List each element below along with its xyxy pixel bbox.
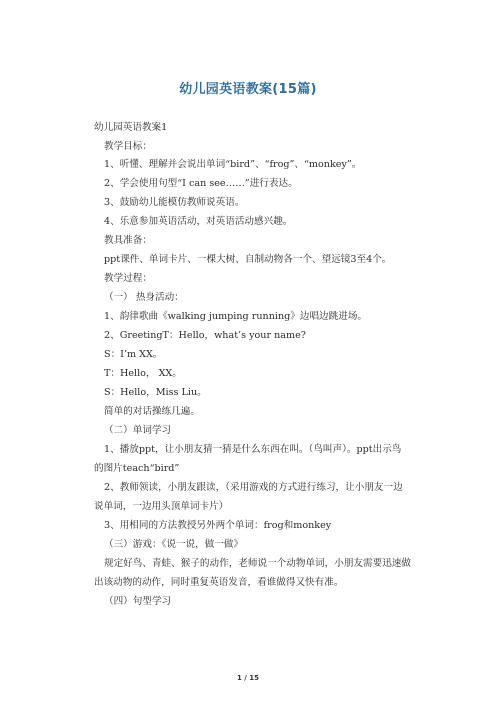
paragraph-line: 1、韵律歌曲《walking jumping running》边唱边跳进场。 xyxy=(104,311,368,322)
paragraph-line: 3、鼓励幼儿能模仿教师说英语。 xyxy=(104,197,245,208)
paragraph-line: 2、学会使用句型“I can see……”进行表达。 xyxy=(104,178,298,189)
paragraph-line: 2、教师领读，小朋友跟读，（采用游戏的方式进行练习，让小朋友一边 xyxy=(104,482,403,493)
paragraph-line: （四）句型学习 xyxy=(104,596,172,607)
document-title: 幼儿园英语教案(15篇) xyxy=(179,82,317,97)
paragraph-line: 3、用相同的方法教授另外两个单词：frog和monkey xyxy=(104,520,332,531)
paragraph-line: T：Hello， XX。 xyxy=(104,368,182,379)
section-heading: 幼儿园英语教案1 xyxy=(94,122,168,133)
paragraph-line: （一） 热身活动： xyxy=(104,292,184,303)
paragraph-line: 简单的对话操练几遍。 xyxy=(104,406,200,417)
paragraph-line: 的图片teach“bird” xyxy=(94,463,180,474)
paragraph-line: 1、听懂、理解并会说出单词“bird”、“frog”、“monkey”。 xyxy=(104,159,362,170)
paragraph-line: 1、播放ppt，让小朋友猜一猜是什么东西在叫。（鸟叫声）。ppt出示鸟 xyxy=(104,444,402,455)
paragraph-line: 规定好鸟、青蛙、猴子的动作，老师说一个动物单词，小朋友需要迅速做 xyxy=(104,558,411,569)
paragraph-line: S：Hello，Miss Liu。 xyxy=(104,387,207,398)
paragraph-line: ppt课件、单词卡片、一棵大树、自制动物各一个、望远镜3至4个。 xyxy=(104,254,392,265)
page-number: 1 / 15 xyxy=(236,674,260,682)
paragraph-line: 2、GreetingT：Hello，what’s your name? xyxy=(104,330,306,341)
paragraph-line: 教具准备： xyxy=(104,235,152,246)
paragraph-line: 4、乐意参加英语活动，对英语活动感兴趣。 xyxy=(104,216,293,227)
paragraph-line: 教学过程： xyxy=(104,273,152,284)
paragraph-line: （三）游戏：《说一说，做一做》 xyxy=(104,539,244,550)
paragraph-line: 教学目标： xyxy=(104,141,152,152)
paragraph-line: S：I’m XX。 xyxy=(104,349,163,360)
paragraph-line: 说单词，一边用头顶单词卡片） xyxy=(94,501,229,512)
paragraph-line: （二）单词学习 xyxy=(104,425,172,436)
paragraph-line: 出该动物的动作，同时重复英语发音，看谁做得又快有准。 xyxy=(94,577,344,588)
